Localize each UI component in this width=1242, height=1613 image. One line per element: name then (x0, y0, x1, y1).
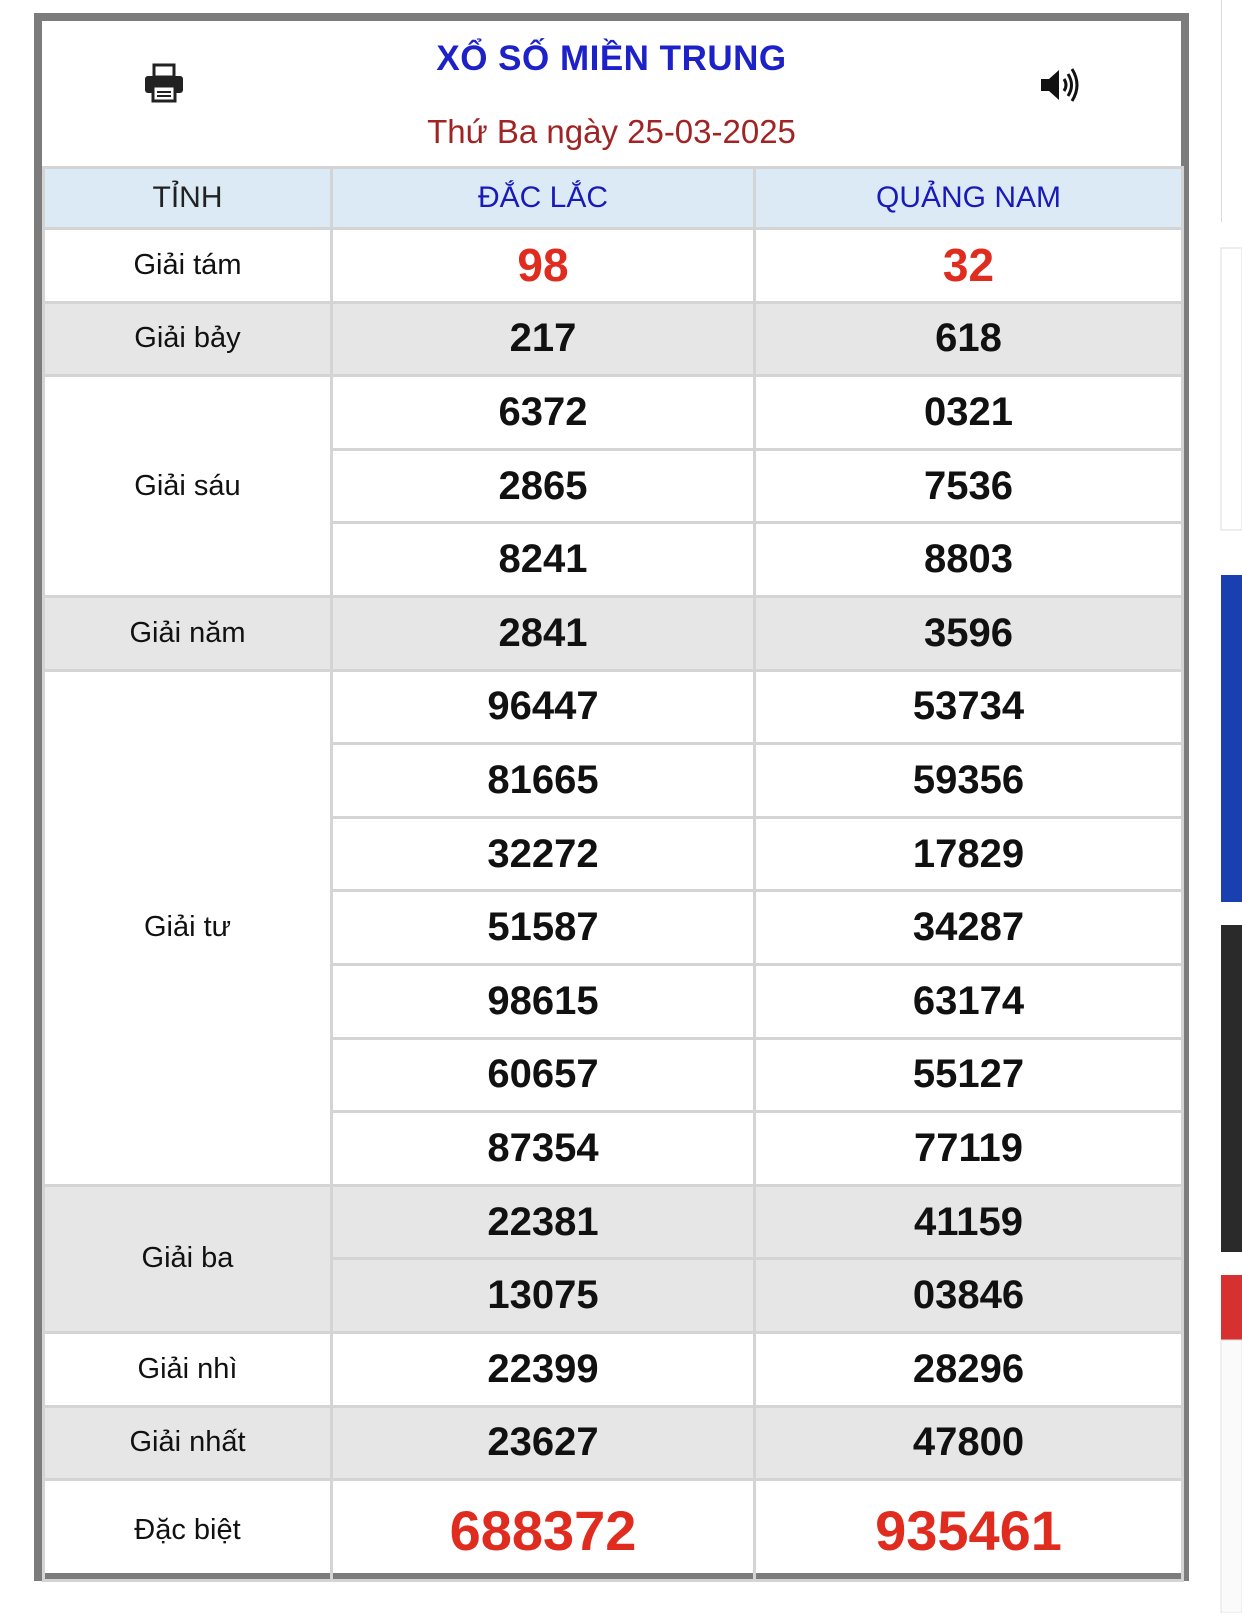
prize-label: Giải nhất (44, 1406, 332, 1480)
prize-label: Giải năm (44, 596, 332, 670)
table-row (44, 1332, 1183, 1406)
prize-number: 22399 (332, 1332, 755, 1406)
table-header-row (44, 168, 1183, 229)
prize-number: 51587 (332, 891, 755, 965)
table-row (44, 229, 1183, 303)
prize-label: Giải tư (44, 670, 332, 1185)
prize-number: 2841 (332, 596, 755, 670)
table-row (44, 596, 1183, 670)
prize-number: 217 (332, 302, 755, 376)
prize-number: 87354 (332, 1112, 755, 1186)
special-prize-number: 688372 (332, 1480, 755, 1581)
column-header-dac-lac[interactable]: ĐẮC LẮC (332, 168, 755, 229)
prize-label: Giải ba (44, 1185, 332, 1332)
prize-label: Giải tám (44, 229, 332, 303)
prize-number: 2865 (332, 449, 755, 523)
prize-number: 6372 (332, 376, 755, 450)
prize-number: 34287 (755, 891, 1183, 965)
table-row (44, 302, 1183, 376)
prize-number: 3596 (755, 596, 1183, 670)
prize-number: 28296 (755, 1332, 1183, 1406)
prize-label: Giải nhì (44, 1332, 332, 1406)
prize-label: Đặc biệt (44, 1480, 332, 1581)
prize-number: 47800 (755, 1406, 1183, 1480)
prize-number: 41159 (755, 1185, 1183, 1259)
prize-number: 60657 (332, 1038, 755, 1112)
prize-number: 77119 (755, 1112, 1183, 1186)
prize-number: 8241 (332, 523, 755, 597)
prize-label: Giải sáu (44, 376, 332, 597)
prize-number: 32 (755, 229, 1183, 303)
prize-number: 23627 (332, 1406, 755, 1480)
prize-number: 03846 (755, 1259, 1183, 1333)
prize-number: 618 (755, 302, 1183, 376)
prize-number: 22381 (332, 1185, 755, 1259)
prize-number: 98 (332, 229, 755, 303)
table-row (44, 376, 1183, 450)
prize-number: 32272 (332, 817, 755, 891)
prize-number: 17829 (755, 817, 1183, 891)
prize-number: 96447 (332, 670, 755, 744)
prize-number: 98615 (332, 964, 755, 1038)
prize-number: 0321 (755, 376, 1183, 450)
prize-number: 81665 (332, 744, 755, 818)
results-table (42, 166, 1184, 1582)
sound-button[interactable] (1038, 65, 1082, 105)
column-header-quang-nam[interactable]: QUẢNG NAM (755, 168, 1183, 229)
results-header (42, 21, 1181, 166)
column-header-province: TỈNH (44, 168, 332, 229)
prize-number: 8803 (755, 523, 1183, 597)
special-prize-number: 935461 (755, 1480, 1183, 1581)
adjacent-content-strip (1218, 0, 1242, 1613)
table-row (44, 1185, 1183, 1259)
table-row (44, 1480, 1183, 1581)
prize-number: 55127 (755, 1038, 1183, 1112)
prize-number: 13075 (332, 1259, 755, 1333)
table-row (44, 1406, 1183, 1480)
page-title: XỔ SỐ MIỀN TRUNG (436, 39, 787, 78)
prize-number: 59356 (755, 744, 1183, 818)
results-card (34, 13, 1189, 1581)
table-row (44, 670, 1183, 744)
prize-label: Giải bảy (44, 302, 332, 376)
prize-number: 53734 (755, 670, 1183, 744)
prize-number: 7536 (755, 449, 1183, 523)
draw-date: Thứ Ba ngày 25-03-2025 (427, 113, 796, 150)
prize-number: 63174 (755, 964, 1183, 1038)
speaker-icon (1038, 65, 1082, 105)
